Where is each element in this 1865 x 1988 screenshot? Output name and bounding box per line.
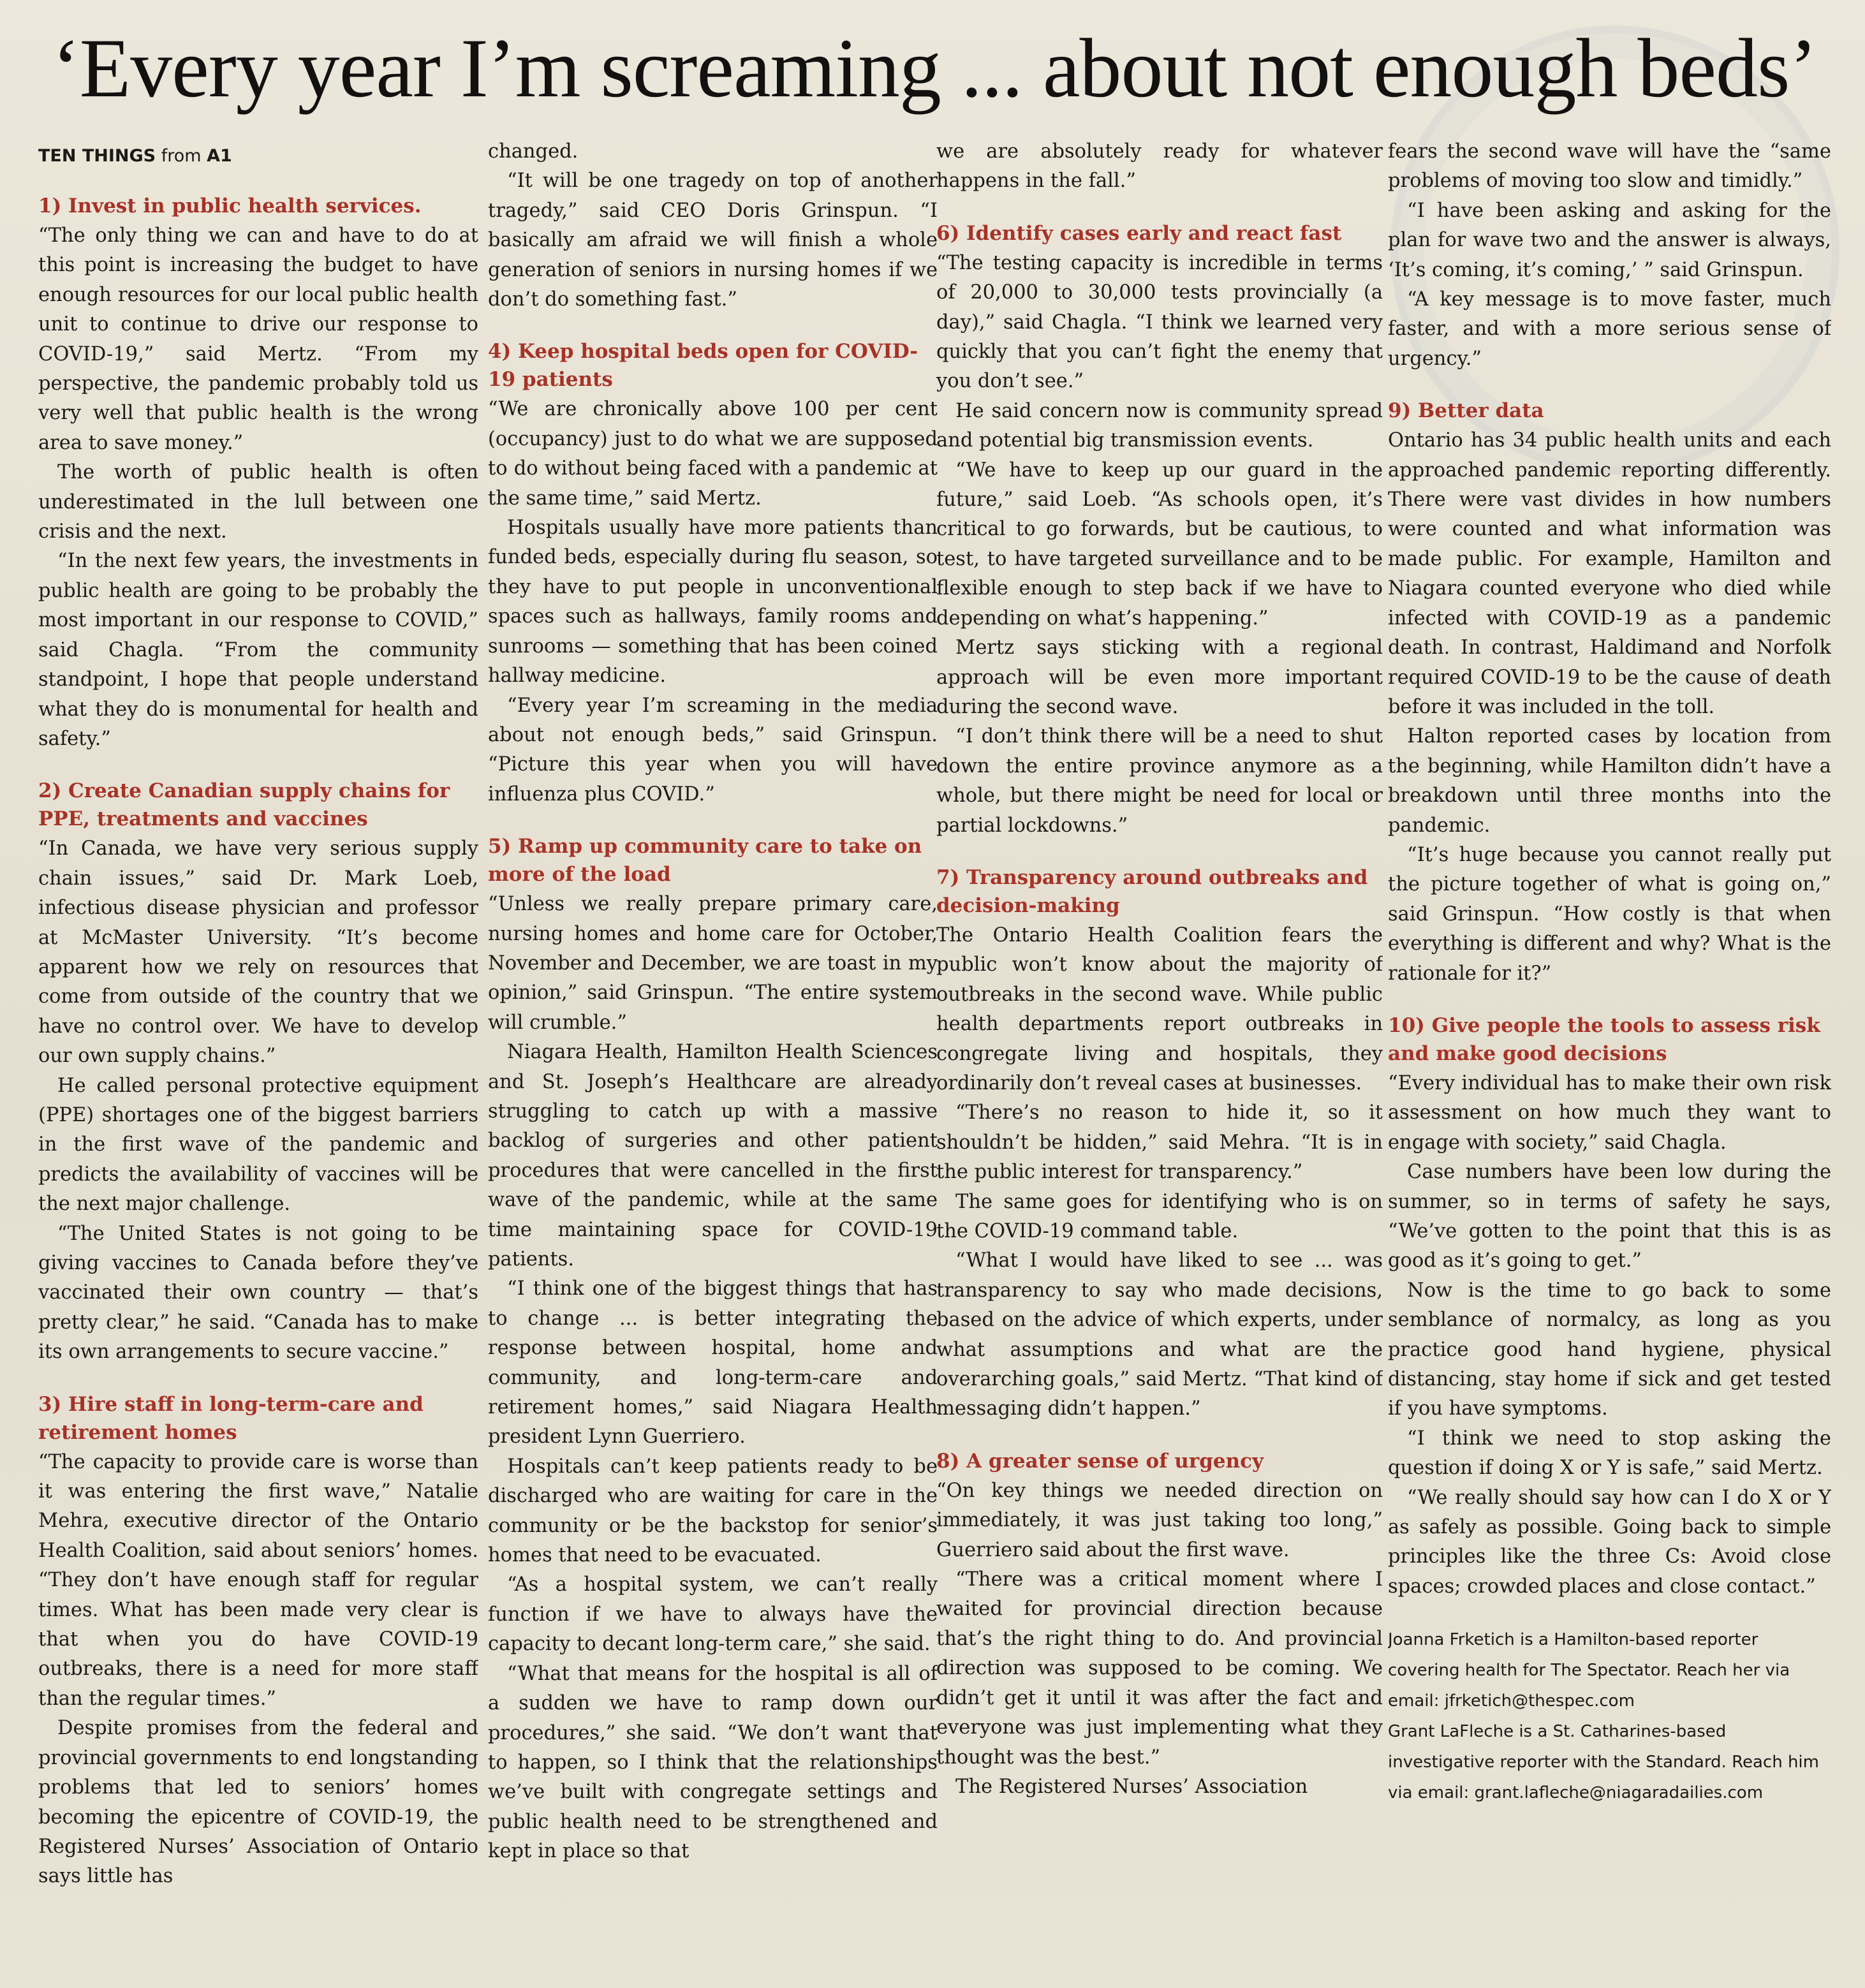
article-section (38, 1390, 478, 1892)
body-paragraph: “It will be one tragedy on top of another tragedy,” said CEO Doris Grinspun. “I basically am afraid we will finish a whole generation of seniors in nursing homes if we don’t do something fast.” (488, 170, 938, 311)
body-paragraph: “We are chronically above 100 per cent (occupancy) just to do what we are supposed to do without being faced with a pandemic at the same time,” said Mertz. (488, 398, 938, 510)
body-paragraph: “As a hospital system, we can’t really function if we have to always have the capacity to decant long-term care,” she said. (488, 1573, 938, 1656)
body-paragraph: “A key message is to move faster, much faster, and with a more serious sense of urgency.” (1388, 288, 1831, 370)
author-bio-lafleche: Grant LaFleche is a St. Catharines-based investigative reporter with the Standard. Reach him via email: grant.lafleche@niagaradailies.com (1388, 1722, 1819, 1803)
rail-label: TEN THINGS (38, 146, 156, 166)
body-paragraph: “It’s huge because you cannot really put the picture together of what is going on,” said Grinspun. “How costly is that when everything is different and why? What is the rationale for it?” (1388, 843, 1831, 985)
body-paragraph: He called personal protective equipment (PPE) shortages one of the biggest barriers in the first wave of the pandemic and predicts the availability of vaccines will be the next major challenge. (38, 1074, 478, 1216)
body-paragraph: “In the next few years, the investments in public health are going to be probably the most important in our response to COVID,” said Chagla. “From the community standpoint, I hope that people understand what they do is monumental for health and safety.” (38, 550, 478, 750)
article-section (488, 137, 938, 314)
body-paragraph: “What that means for the hospital is all of a sudden we have to ramp down our procedures,” she said. “We don’t want that to happen, so I think that the relationships we’ve built with congregate settings and public health need to be strengthened and kept in place so that (488, 1662, 938, 1863)
article-section (1388, 397, 1831, 989)
column-4-body (1388, 137, 1831, 1601)
body-paragraph: Mertz says sticking with a regional approach will be even more important during the second wave. (936, 637, 1383, 718)
body-paragraph: He said concern now is community spread and potential big transmission events. (936, 399, 1383, 452)
article-section (38, 777, 478, 1367)
body-paragraph: “There was a critical moment where I waited for provincial direction because that’s the right thing to do. And provincial direction was supposed to be coming. We didn’t get it until it was after the fact and everyone was just implementing what they thought was the best.” (936, 1568, 1383, 1769)
section-heading: 3) Hire staff in long-term-care and retirement homes (38, 1392, 424, 1444)
body-paragraph: “I don’t think there will be a need to shut down the entire province anymore as a whole, but there might be need for local or partial lockdowns.” (936, 725, 1383, 837)
body-paragraph: Ontario has 34 public health units and each approached pandemic reporting differently. There were vast divides in how numbers were counted and what information was made public. For example, Hamilton and Niagara counted everyone who died while infected with COVID-19 as a pandemic death. In contrast, Haldimand and Norfolk required COVID-19 to be the cause of death before it was included in the toll. (1388, 429, 1831, 718)
body-paragraph: Niagara Health, Hamilton Health Sciences and St. Joseph’s Healthcare are already struggling to catch up with a massive backlog of surgeries and other patient procedures that were cancelled in the first wave of the pandemic, while at the same time maintaining space for COVID-19 patients. (488, 1041, 938, 1270)
body-paragraph: Now is the time to go back to some semblance of normalcy, as long as you practice good hand hygiene, physical distancing, stay home if sick and get tested if you have symptoms. (1388, 1279, 1831, 1420)
article-section (488, 337, 938, 809)
body-paragraph: “Unless we really prepare primary care, nursing homes and home care for October, November and December, we are toast in my opinion,” said Grinspun. “The entire system will crumble.” (488, 893, 938, 1034)
body-paragraph: “On key things we needed direction on immediately, it was just taking too long,” Guerriero said about the first wave. (936, 1479, 1383, 1561)
body-paragraph: fears the second wave will have the “same problems of moving too slow and timidly.” (1388, 140, 1831, 193)
body-paragraph: “I think one of the biggest things that has to change ... is better integrating the response between hospital, home and community, and long-term-care and retirement homes,” said Niagara Health president Lynn Guerriero. (488, 1277, 938, 1448)
column-1 (38, 144, 478, 1987)
article-section (936, 1447, 1383, 1802)
body-paragraph: “We really should say how can I do X or Y as safely as possible. Going back to simple principles like the three Cs: Avoid close spaces; crowded places and close contact.” (1388, 1486, 1831, 1598)
body-paragraph: “I think we need to stop asking the question if doing X or Y is safe,” said Mertz. (1388, 1427, 1831, 1480)
section-heading: 5) Ramp up community care to take on more of the load (488, 835, 922, 887)
column-4 (1388, 137, 1831, 1980)
body-paragraph: “Every individual has to make their own risk assessment on how much they want to engage with society,” said Chagla. (1388, 1071, 1831, 1154)
column-1-body (38, 192, 478, 1892)
body-paragraph: Hospitals can’t keep patients ready to be discharged who are waiting for care in the community or be the backstop for senior’s homes that need to be evacuated. (488, 1455, 938, 1567)
section-heading: 10) Give people the tools to assess risk and make good decisions (1388, 1013, 1820, 1065)
body-paragraph: The same goes for identifying who is on the COVID-19 command table. (936, 1190, 1383, 1242)
body-paragraph: “The testing capacity is incredible in terms of 20,000 to 30,000 tests provincially (a day),” said Chagla. “I think we learned very quickly that you can’t fight the enemy that you don’t see.” (936, 251, 1383, 393)
section-heading: 9) Better data (1388, 399, 1544, 423)
article-section (38, 192, 478, 754)
section-heading: 7) Transparency around outbreaks and decision-making (936, 865, 1368, 917)
section-rail (38, 144, 478, 169)
section-heading: 1) Invest in public health services. (38, 195, 422, 217)
body-paragraph: “I have been asking and asking for the plan for wave two and the answer is always, ‘It’s coming, it’s coming,’ ” said Grinspun. (1388, 199, 1831, 281)
article-section (936, 137, 1383, 196)
body-paragraph: “We have to keep up our guard in the future,” said Loeb. “As schools open, it’s critical to go forwards, but be cautious, to test, to have targeted surveillance and to be flexible enough to step back if we have to depending on what’s happening.” (936, 459, 1383, 630)
body-paragraph: “The only thing we can and have to do at this point is increasing the budget to have enough resources for our local public health unit to continue to drive our response to COVID-19,” said Mertz. “From my perspective, the pandemic probably told us very well that public health is the wrong area to save money.” (38, 225, 478, 454)
body-paragraph: “The capacity to provide care is worse than it was entering the first wave,” Natalie Mehra, executive director of the Ontario Health Coalition, said about seniors’ homes. “They don’t have enough staff for regular times. What has been made very clear is that when you do have COVID-19 outbreaks, there is a need for more staff than the regular times.” (38, 1450, 478, 1710)
column-3-body (936, 137, 1383, 1802)
rail-page: A1 (207, 146, 232, 166)
section-heading: 6) Identify cases early and react fast (936, 221, 1342, 245)
column-3 (936, 137, 1383, 1980)
author-bios (1388, 1624, 1831, 1808)
section-heading: 2) Create Canadian supply chains for PPE, treatments and vaccines (38, 779, 450, 831)
body-paragraph: “Every year I’m screaming in the media about not enough beds,” said Grinspun. “Picture this year when you will have influenza plus COVID.” (488, 694, 938, 806)
body-paragraph: The Ontario Health Coalition fears the public won’t know about the majority of outbreaks in the second wave. While public health departments report outbreaks in congregate living and hospitals, they ordinarily don’t reveal cases at businesses. (936, 924, 1383, 1094)
author-bio-frketich: Joanna Frketich is a Hamilton-based reporter covering health for The Spectator. Reach her via email: jfrketich@thespec.com (1388, 1630, 1790, 1711)
body-paragraph: “There’s no reason to hide it, so it shouldn’t be hidden,” said Mehra. “It is in the public interest for transparency.” (936, 1101, 1383, 1184)
body-paragraph: The worth of public health is often underestimated in the lull between one crisis and the next. (38, 461, 478, 543)
body-paragraph: Despite promises from the federal and provincial governments to end longstanding problems that led to seniors’ homes becoming the epicentre of COVID-19, the Registered Nurses’ Association of Ontario says little has (38, 1717, 478, 1888)
article-section (936, 864, 1383, 1424)
body-paragraph: “In Canada, we have very serious supply chain issues,” said Dr. Mark Loeb, infectious disease physician and professor at McMaster University. “It’s become apparent how we rely on resources that come from outside of the country that we have no control over. We have to develop our own supply chains.” (38, 837, 478, 1068)
body-paragraph: Hospitals usually have more patients than funded beds, especially during flu season, so they have to put people in unconventional spaces such as hallways, family rooms and sunrooms — something that has been coined hallway medicine. (488, 517, 938, 688)
column-2 (488, 137, 938, 1980)
rail-from: from (161, 146, 202, 166)
article-section (1388, 137, 1831, 374)
headline: ‘Every year I’m screaming ... about not enough beds’ (52, 21, 1817, 115)
body-paragraph: Halton reported cases by location from the beginning, while Hamilton didn’t have a breakdown until three months into the pandemic. (1388, 725, 1831, 837)
body-paragraph: we are absolutely ready for whatever happens in the fall.” (936, 140, 1383, 193)
body-paragraph: The Registered Nurses’ Association (955, 1775, 1308, 1798)
section-heading: 4) Keep hospital beds open for COVID-19 patients (488, 340, 918, 392)
body-paragraph: “The United States is not going to be giving vaccines to Canada before they’ve vaccinated their own country — that’s pretty clear,” he said. “Canada has to make its own arrangements to secure vaccine.” (38, 1222, 478, 1364)
article-section (1388, 1012, 1831, 1601)
body-paragraph: changed. (488, 140, 579, 163)
article-section (936, 219, 1383, 841)
section-heading: 8) A greater sense of urgency (936, 1449, 1264, 1473)
body-paragraph: “What I would have liked to see ... was transparency to say who made decisions, based on the advice of which experts, under what assumptions and what are the overarching goals,” said Mertz. “That kind of messaging didn’t happen.” (936, 1249, 1383, 1420)
body-paragraph: Case numbers have been low during the summer, so in terms of safety he says, “We’ve gotten to the point that this is as good as it’s going to get.” (1388, 1161, 1831, 1272)
article-section (488, 832, 938, 1866)
column-2-body (488, 137, 938, 1867)
